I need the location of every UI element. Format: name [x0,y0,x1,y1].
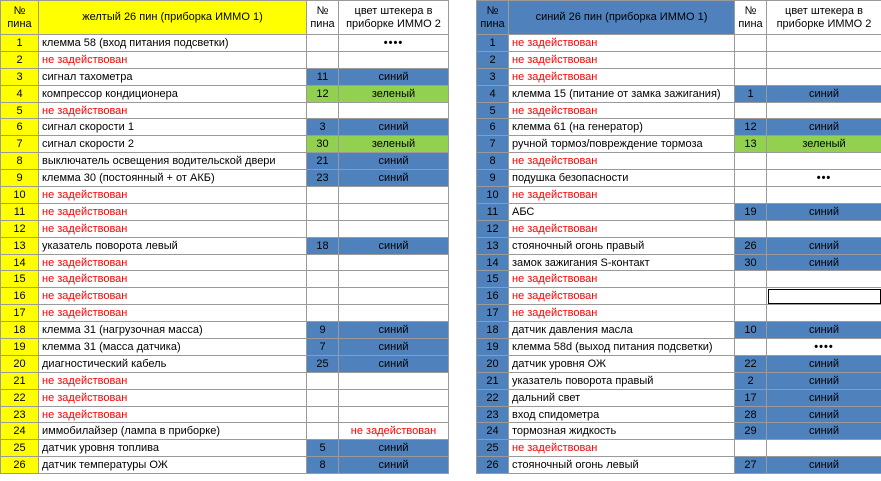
pin-function-cell[interactable]: не задействован [509,68,735,85]
header-connector-color: цвет штекера в приборке ИММО 2 [339,1,449,35]
table-header-row [1,1,449,35]
immo2-color-cell[interactable]: зеленый [339,136,449,153]
pin-function-cell[interactable]: не задействован [39,102,307,119]
pin-function-cell[interactable]: диагностический кабель [39,355,307,372]
immo2-pin-cell[interactable]: 5 [307,440,339,457]
table-header-row [477,1,881,35]
pin-function-cell[interactable]: не задействован [509,288,735,305]
immo2-color-cell[interactable]: синий [767,203,881,220]
pin-function-cell[interactable]: подушка безопасности [509,170,735,187]
immo2-pin-cell[interactable] [735,440,767,457]
pin-function-cell[interactable]: клемма 31 (масса датчика) [39,339,307,356]
immo2-pin-cell[interactable]: 1 [735,85,767,102]
pin-function-cell[interactable]: не задействован [39,389,307,406]
immo2-color-cell[interactable] [339,102,449,119]
table-row [477,322,881,339]
pin-function-cell[interactable]: не задействован [39,220,307,237]
right-pinout-table [476,0,881,474]
immo2-pin-cell[interactable]: 12 [735,119,767,136]
table-row [477,220,881,237]
pin-function-cell[interactable]: не задействован [509,305,735,322]
pin-number-cell[interactable]: 6 [477,119,509,136]
pin-number-cell[interactable]: 3 [1,68,39,85]
immo2-pin-cell[interactable] [735,305,767,322]
table-row [1,372,449,389]
table-row [1,322,449,339]
table-row [477,423,881,440]
table-row [1,271,449,288]
pin-number-cell[interactable]: 25 [477,440,509,457]
table-row [1,339,449,356]
pin-function-cell[interactable]: не задействован [509,153,735,170]
pin-number-cell[interactable]: 17 [477,305,509,322]
immo2-color-cell[interactable]: синий [767,423,881,440]
immo2-color-cell[interactable] [339,271,449,288]
immo2-color-cell[interactable] [767,102,881,119]
pin-function-cell[interactable]: клемма 61 (на генератор) [509,119,735,136]
table-row [477,237,881,254]
pin-function-cell[interactable]: стояночный огонь правый [509,237,735,254]
pin-number-cell[interactable]: 7 [1,136,39,153]
immo2-color-cell[interactable] [339,220,449,237]
table-row [477,51,881,68]
table-row [1,440,449,457]
immo2-color-cell[interactable]: синий [767,389,881,406]
table-row [477,288,881,305]
immo2-pin-cell[interactable] [307,203,339,220]
pin-number-cell[interactable]: 1 [1,35,39,52]
immo2-color-cell[interactable]: синий [339,339,449,356]
immo2-pin-cell[interactable] [307,305,339,322]
pin-number-cell[interactable]: 9 [477,170,509,187]
immo2-color-cell[interactable]: •••• [767,339,881,356]
pin-number-cell[interactable]: 5 [477,102,509,119]
immo2-pin-cell[interactable]: 8 [307,457,339,474]
table-row [477,372,881,389]
immo2-pin-cell[interactable] [735,170,767,187]
immo2-color-cell[interactable] [339,203,449,220]
pin-number-cell[interactable]: 20 [477,355,509,372]
immo2-pin-cell[interactable]: 23 [307,170,339,187]
table-row [477,187,881,204]
immo2-color-cell[interactable] [339,187,449,204]
immo2-pin-cell[interactable]: 2 [735,372,767,389]
pin-number-cell[interactable]: 19 [477,339,509,356]
pin-function-cell[interactable]: не задействован [39,372,307,389]
pin-number-cell[interactable]: 7 [477,136,509,153]
immo2-pin-cell[interactable] [307,389,339,406]
pin-function-cell[interactable]: не задействован [39,187,307,204]
pin-function-cell[interactable]: компрессор кондиционера [39,85,307,102]
table-row [1,355,449,372]
immo2-pin-cell[interactable] [735,187,767,204]
table-row [477,355,881,372]
immo2-pin-cell[interactable]: 18 [307,237,339,254]
immo2-color-cell[interactable]: синий [767,119,881,136]
immo2-pin-cell[interactable] [307,288,339,305]
immo2-color-cell[interactable]: зеленый [767,136,881,153]
pin-number-cell[interactable]: 11 [1,203,39,220]
table-row [477,85,881,102]
immo2-color-cell[interactable] [339,389,449,406]
pin-function-cell[interactable]: не задействован [39,305,307,322]
table-row [477,153,881,170]
pin-function-cell[interactable]: клемма 31 (нагрузочная масса) [39,322,307,339]
pin-number-cell[interactable]: 2 [477,51,509,68]
immo2-color-cell[interactable]: синий [767,322,881,339]
immo2-pin-cell[interactable]: 19 [735,203,767,220]
table-row [477,102,881,119]
immo2-pin-cell[interactable] [307,271,339,288]
pin-number-cell[interactable]: 9 [1,170,39,187]
immo2-color-cell[interactable] [767,271,881,288]
pin-function-cell[interactable]: замок зажигания S-контакт [509,254,735,271]
pin-number-cell[interactable]: 26 [1,457,39,474]
immo2-pin-cell[interactable] [307,51,339,68]
pin-function-cell[interactable]: датчик давления масла [509,322,735,339]
immo2-pin-cell[interactable] [307,35,339,52]
pin-function-cell[interactable]: клемма 58d (выход питания подсветки) [509,339,735,356]
pin-function-cell[interactable]: не задействован [509,187,735,204]
immo2-color-cell[interactable]: синий [767,254,881,271]
table-row [477,170,881,187]
pin-number-cell[interactable]: 19 [1,339,39,356]
pin-function-cell[interactable]: не задействован [39,288,307,305]
table-row [1,254,449,271]
pin-function-cell[interactable]: датчик уровня ОЖ [509,355,735,372]
immo2-color-cell[interactable] [767,51,881,68]
pin-number-cell[interactable]: 3 [477,68,509,85]
immo2-pin-cell[interactable] [735,51,767,68]
table-row [477,305,881,322]
immo2-pin-cell[interactable] [735,220,767,237]
table-row [1,288,449,305]
pin-function-cell[interactable]: не задействован [509,220,735,237]
pin-number-cell[interactable]: 11 [477,203,509,220]
pin-number-cell[interactable]: 21 [1,372,39,389]
table-row [1,119,449,136]
pin-number-cell[interactable]: 15 [1,271,39,288]
immo2-pin-cell[interactable] [307,423,339,440]
pin-function-cell[interactable]: указатель поворота правый [509,372,735,389]
table-row [1,389,449,406]
immo2-color-cell[interactable]: синий [767,355,881,372]
pin-number-cell[interactable]: 12 [477,220,509,237]
pin-function-cell[interactable]: клемма 58 (вход питания подсветки) [39,35,307,52]
immo2-pin-cell[interactable] [735,288,767,305]
immo2-pin-cell[interactable]: 17 [735,389,767,406]
table-row [1,237,449,254]
pin-number-cell[interactable]: 18 [1,322,39,339]
pin-function-cell[interactable]: датчик уровня топлива [39,440,307,457]
immo2-color-cell[interactable]: синий [339,355,449,372]
immo2-pin-cell[interactable]: 30 [307,136,339,153]
pin-number-cell[interactable]: 10 [477,187,509,204]
pin-number-cell[interactable]: 22 [1,389,39,406]
immo2-color-cell[interactable] [767,35,881,52]
pin-function-cell[interactable]: тормозная жидкость [509,423,735,440]
table-row [1,136,449,153]
pin-number-cell[interactable]: 25 [1,440,39,457]
pin-function-cell[interactable]: клемма 15 (питание от замка зажигания) [509,85,735,102]
immo2-color-cell[interactable] [767,305,881,322]
immo2-color-cell[interactable] [339,51,449,68]
table-row [1,457,449,474]
immo2-color-cell[interactable]: синий [767,237,881,254]
pin-function-cell[interactable]: вход спидометра [509,406,735,423]
pin-number-cell[interactable]: 24 [477,423,509,440]
immo2-pin-cell[interactable]: 27 [735,457,767,474]
immo2-color-cell[interactable]: синий [767,406,881,423]
immo2-color-cell[interactable] [767,440,881,457]
pin-function-cell[interactable]: ручной тормоз/повреждение тормоза [509,136,735,153]
immo2-pin-cell[interactable] [735,68,767,85]
immo2-pin-cell[interactable] [735,102,767,119]
immo2-pin-cell[interactable]: 28 [735,406,767,423]
header-pin-number-2: № пина [735,1,767,35]
immo2-color-cell[interactable] [339,254,449,271]
pin-number-cell[interactable]: 13 [477,237,509,254]
pin-function-cell[interactable]: не задействован [39,254,307,271]
immo2-pin-cell[interactable]: 10 [735,322,767,339]
pin-number-cell[interactable]: 4 [1,85,39,102]
immo2-color-cell[interactable]: синий [339,237,449,254]
pin-function-cell[interactable]: не задействован [39,406,307,423]
header-pin-number: № пина [477,1,509,35]
pin-function-cell[interactable]: не задействован [509,440,735,457]
immo2-pin-cell[interactable] [735,271,767,288]
table-row [477,457,881,474]
table-row [1,35,449,52]
immo2-color-cell[interactable]: синий [339,322,449,339]
immo2-pin-cell[interactable]: 13 [735,136,767,153]
table-row [477,406,881,423]
immo2-pin-cell[interactable] [307,372,339,389]
immo2-color-cell[interactable]: не задействован [339,423,449,440]
pin-function-cell[interactable]: сигнал скорости 1 [39,119,307,136]
immo2-color-cell[interactable]: синий [767,85,881,102]
pin-number-cell[interactable]: 5 [1,102,39,119]
immo2-pin-cell[interactable] [735,339,767,356]
pin-number-cell[interactable]: 23 [1,406,39,423]
pin-number-cell[interactable]: 1 [477,35,509,52]
immo2-pin-cell[interactable]: 30 [735,254,767,271]
pin-number-cell[interactable]: 14 [1,254,39,271]
table-row [477,119,881,136]
immo2-color-cell[interactable] [767,68,881,85]
pin-function-cell[interactable]: не задействован [509,271,735,288]
pin-number-cell[interactable]: 16 [1,288,39,305]
table-row [477,35,881,52]
immo2-color-cell[interactable] [767,187,881,204]
pin-function-cell[interactable]: не задействован [509,51,735,68]
immo2-pin-cell[interactable]: 3 [307,119,339,136]
immo2-pin-cell[interactable]: 25 [307,355,339,372]
table-row [1,85,449,102]
immo2-pin-cell[interactable]: 26 [735,237,767,254]
immo2-pin-cell[interactable]: 12 [307,85,339,102]
immo2-color-cell[interactable] [339,406,449,423]
pin-function-cell[interactable]: выключатель освещения водительской двери [39,153,307,170]
pin-function-cell[interactable]: датчик температуры ОЖ [39,457,307,474]
pin-function-cell[interactable]: АБС [509,203,735,220]
pin-number-cell[interactable]: 8 [477,153,509,170]
immo2-pin-cell[interactable] [307,406,339,423]
table-row [1,68,449,85]
table-row [1,305,449,322]
pin-number-cell[interactable]: 14 [477,254,509,271]
pin-number-cell[interactable]: 22 [477,389,509,406]
immo2-pin-cell[interactable]: 7 [307,339,339,356]
table-row [1,102,449,119]
immo2-color-cell[interactable] [339,372,449,389]
table-row [477,136,881,153]
immo2-color-cell[interactable]: синий [339,170,449,187]
immo2-color-cell[interactable]: ••• [767,170,881,187]
pin-function-cell[interactable]: не задействован [509,35,735,52]
table-row [1,220,449,237]
immo2-color-cell[interactable]: синий [339,457,449,474]
table-row [1,170,449,187]
immo2-color-cell[interactable]: синий [767,372,881,389]
immo2-color-cell[interactable]: •••• [339,35,449,52]
immo2-color-cell[interactable]: синий [339,440,449,457]
immo2-color-cell[interactable] [339,288,449,305]
header-connector-color: цвет штекера в приборке ИММО 2 [767,1,881,35]
immo2-color-cell[interactable]: синий [339,119,449,136]
immo2-pin-cell[interactable] [735,35,767,52]
pin-function-cell[interactable]: указатель поворота левый [39,237,307,254]
immo2-color-cell[interactable]: синий [767,457,881,474]
immo2-color-cell[interactable] [339,305,449,322]
pin-number-cell[interactable]: 21 [477,372,509,389]
pin-number-cell[interactable]: 13 [1,237,39,254]
pin-number-cell[interactable]: 2 [1,51,39,68]
pin-number-cell[interactable]: 23 [477,406,509,423]
pin-number-cell[interactable]: 24 [1,423,39,440]
table-row [477,271,881,288]
header-pin-number: № пина [1,1,39,35]
immo2-color-cell[interactable] [767,220,881,237]
table-row [477,254,881,271]
immo2-pin-cell[interactable] [307,187,339,204]
table-row [477,203,881,220]
pin-number-cell[interactable]: 6 [1,119,39,136]
pin-function-cell[interactable]: иммобилайзер (лампа в приборке) [39,423,307,440]
header-pin-number-2: № пина [307,1,339,35]
pin-function-cell[interactable]: не задействован [39,51,307,68]
immo2-color-cell[interactable] [767,288,881,305]
immo2-color-cell[interactable]: синий [339,68,449,85]
pin-number-cell[interactable]: 17 [1,305,39,322]
pin-number-cell[interactable]: 15 [477,271,509,288]
pin-number-cell[interactable]: 8 [1,153,39,170]
immo2-pin-cell[interactable]: 29 [735,423,767,440]
immo2-pin-cell[interactable]: 21 [307,153,339,170]
pin-function-cell[interactable]: стояночный огонь левый [509,457,735,474]
table-row [477,68,881,85]
pin-number-cell[interactable]: 18 [477,322,509,339]
immo2-pin-cell[interactable] [307,102,339,119]
pin-function-cell[interactable]: дальний свет [509,389,735,406]
immo2-pin-cell[interactable]: 22 [735,355,767,372]
immo2-pin-cell[interactable]: 11 [307,68,339,85]
pin-function-cell[interactable]: сигнал тахометра [39,68,307,85]
pin-number-cell[interactable]: 20 [1,355,39,372]
table-row [1,51,449,68]
pin-number-cell[interactable]: 12 [1,220,39,237]
table-row [1,203,449,220]
immo2-color-cell[interactable] [767,153,881,170]
table-row [477,389,881,406]
immo2-pin-cell[interactable] [307,220,339,237]
pin-number-cell[interactable]: 10 [1,187,39,204]
table-row [477,339,881,356]
pin-number-cell[interactable]: 16 [477,288,509,305]
table-row [477,440,881,457]
immo2-pin-cell[interactable] [307,254,339,271]
immo2-pin-cell[interactable] [735,153,767,170]
table-row [1,423,449,440]
immo2-pin-cell[interactable]: 9 [307,322,339,339]
immo2-color-cell[interactable]: синий [339,153,449,170]
pin-number-cell[interactable]: 4 [477,85,509,102]
table-row [1,187,449,204]
header-connector-title: синий 26 пин (приборка ИММО 1) [509,1,735,35]
header-connector-title: желтый 26 пин (приборка ИММО 1) [39,1,307,35]
pin-number-cell[interactable]: 26 [477,457,509,474]
table-row [1,406,449,423]
pin-function-cell[interactable]: не задействован [509,102,735,119]
pin-function-cell[interactable]: не задействован [39,271,307,288]
pin-function-cell[interactable]: сигнал скорости 2 [39,136,307,153]
pin-function-cell[interactable]: не задействован [39,203,307,220]
immo2-color-cell[interactable]: зеленый [339,85,449,102]
pin-function-cell[interactable]: клемма 30 (постоянный + от АКБ) [39,170,307,187]
table-row [1,153,449,170]
